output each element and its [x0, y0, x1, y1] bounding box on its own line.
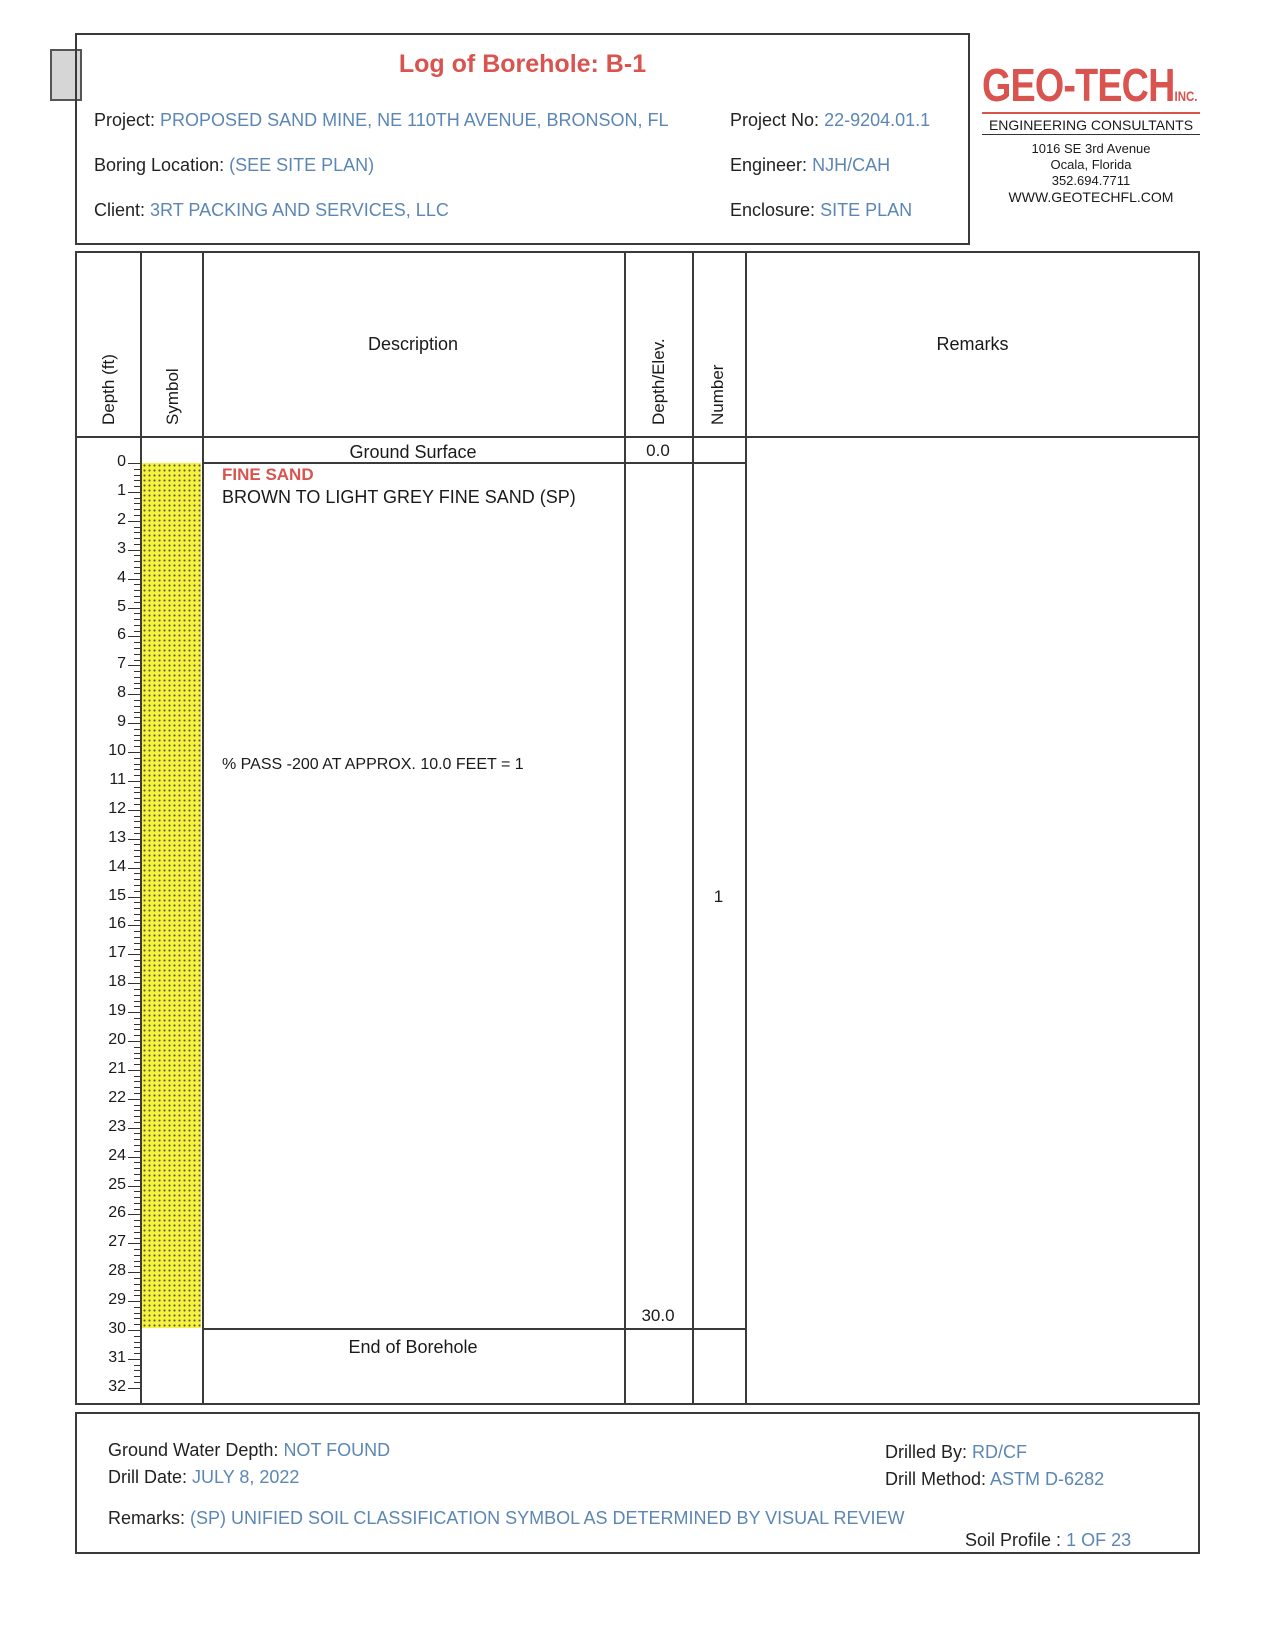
depth-major-tick [128, 897, 140, 898]
depth-minor-tick [134, 1318, 140, 1319]
depth-major-tick [128, 1099, 140, 1100]
depth-label: 14 [108, 857, 126, 875]
depth-minor-tick [134, 683, 140, 684]
depth-minor-tick [134, 937, 140, 938]
depth-minor-tick [134, 671, 140, 672]
depth-minor-tick [134, 1295, 140, 1296]
depth-minor-tick [134, 1203, 140, 1204]
depth-label: 28 [108, 1262, 126, 1280]
depth-major-tick [128, 550, 140, 551]
depth-minor-tick [134, 787, 140, 788]
depth-minor-tick [134, 1064, 140, 1065]
depth-major-tick [128, 1128, 140, 1129]
depth-minor-tick [134, 1266, 140, 1267]
depth-minor-tick [134, 885, 140, 886]
col-header-depth: Depth (ft) [99, 354, 118, 425]
depth-major-tick [128, 1041, 140, 1042]
depth-minor-tick [134, 1081, 140, 1082]
divider-number [745, 251, 747, 1405]
depth-minor-tick [134, 1139, 140, 1140]
depth-major-tick [128, 781, 140, 782]
depth-major-tick [128, 579, 140, 580]
project-field: Project: PROPOSED SAND MINE, NE 110TH AVENUE, BRONSON, FL [94, 110, 669, 130]
depth-minor-tick [134, 480, 140, 481]
depth-minor-tick [134, 740, 140, 741]
depth-minor-tick [134, 1197, 140, 1198]
depth-minor-tick [134, 1290, 140, 1291]
log-table [75, 251, 1200, 1405]
depth-minor-tick [134, 920, 140, 921]
depth-minor-tick [134, 977, 140, 978]
depth-minor-tick [134, 1151, 140, 1152]
sample-number: 1 [713, 887, 724, 906]
depth-major-tick [128, 1243, 140, 1244]
depth-minor-tick [134, 590, 140, 591]
depth-minor-tick [134, 486, 140, 487]
depth-major-tick [128, 810, 140, 811]
depth-minor-tick [134, 1232, 140, 1233]
depth-label: 11 [109, 770, 126, 788]
depth-label: 24 [108, 1146, 126, 1164]
depth-major-tick [128, 925, 140, 926]
depth-major-tick [128, 1186, 140, 1187]
depth-major-tick [128, 492, 140, 493]
depth-minor-tick [134, 1001, 140, 1002]
depth-label: 30 [108, 1320, 126, 1337]
depth-minor-tick [134, 1105, 140, 1106]
depth-label: 19 [108, 1002, 126, 1020]
depth-minor-tick [134, 989, 140, 990]
depth-minor-tick [134, 1313, 140, 1314]
company-phone: 352.694.7711 [1051, 173, 1131, 188]
end-borehole-line [202, 1328, 745, 1330]
engineer-field: Engineer: NJH/CAH [730, 155, 891, 175]
depth-minor-tick [134, 1029, 140, 1030]
depth-minor-tick [134, 660, 140, 661]
logo-underline [982, 112, 1200, 114]
depth-minor-tick [134, 758, 140, 759]
depth-minor-tick [134, 729, 140, 730]
depth-minor-tick [134, 1133, 140, 1134]
col-header-depth-elev: Depth/Elev. [649, 338, 668, 425]
depth-minor-tick [134, 498, 140, 499]
depth-minor-tick [134, 613, 140, 614]
depth-minor-tick [134, 654, 140, 655]
depth-minor-tick [134, 1076, 140, 1077]
depth-minor-tick [134, 1307, 140, 1308]
depth-minor-tick [134, 1168, 140, 1169]
depth-minor-tick [134, 1018, 140, 1019]
depth-major-tick [128, 1359, 140, 1360]
depth-label: 32 [108, 1377, 126, 1395]
depth-minor-tick [134, 1347, 140, 1348]
company-address-2: Ocala, Florida [1050, 157, 1132, 172]
drill-method-field: Drill Method: ASTM D-6282 [885, 1469, 1105, 1489]
depth-minor-tick [134, 995, 140, 996]
depth-minor-tick [134, 596, 140, 597]
company-website: WWW.GEOTECHFL.COM [1008, 189, 1174, 205]
depth-minor-tick [134, 1174, 140, 1175]
depth-major-tick [128, 608, 140, 609]
depth-minor-tick [134, 555, 140, 556]
layer-description: BROWN TO LIGHT GREY FINE SAND (SP) [222, 487, 576, 507]
depth-minor-tick [134, 1047, 140, 1048]
depth-major-tick [128, 954, 140, 955]
depth-major-tick [128, 1301, 140, 1302]
depth-minor-tick [134, 862, 140, 863]
depth-minor-tick [134, 879, 140, 880]
depth-minor-tick [134, 949, 140, 950]
project-no-field: Project No: 22-9204.01.1 [730, 110, 931, 130]
depth-minor-tick [134, 648, 140, 649]
depth-minor-tick [134, 1162, 140, 1163]
depth-minor-tick [134, 1122, 140, 1123]
depth-minor-tick [134, 1191, 140, 1192]
depth-minor-tick [134, 1249, 140, 1250]
depth-label: 9 [117, 713, 126, 731]
col-header-description: Description [367, 334, 459, 354]
depth-minor-tick [134, 804, 140, 805]
depth-minor-tick [134, 1226, 140, 1227]
depth-label: 25 [108, 1175, 126, 1193]
depth-major-tick [128, 694, 140, 695]
depth-minor-tick [134, 1382, 140, 1383]
depth-minor-tick [134, 931, 140, 932]
depth-minor-tick [134, 1284, 140, 1285]
client-field: Client: 3RT PACKING AND SERVICES, LLC [94, 200, 449, 220]
depth-minor-tick [134, 567, 140, 568]
depth-minor-tick [134, 1145, 140, 1146]
depth-major-tick [128, 1388, 140, 1389]
header-row-divider [75, 436, 1200, 438]
depth-minor-tick [134, 1261, 140, 1262]
depth-minor-tick [134, 1220, 140, 1221]
depth-label: 4 [117, 568, 126, 586]
soil-profile-field: Soil Profile : 1 OF 23 [965, 1530, 1132, 1550]
soil-symbol-fine-sand [142, 463, 201, 1328]
depth-label: 20 [108, 1031, 126, 1048]
drilled-by-field: Drilled By: RD/CF [885, 1442, 1028, 1462]
depth-minor-tick [134, 775, 140, 776]
depth-major-tick [128, 521, 140, 522]
depth-minor-tick [134, 700, 140, 701]
depth-major-tick [128, 839, 140, 840]
depth-minor-tick [134, 561, 140, 562]
depth-minor-tick [134, 746, 140, 747]
depth-minor-tick [134, 1365, 140, 1366]
depth-minor-tick [134, 469, 140, 470]
depth-minor-tick [134, 631, 140, 632]
depth-label: 27 [108, 1233, 126, 1251]
bottom-depth: 30.0 [641, 1306, 675, 1325]
depth-major-tick [128, 1330, 140, 1331]
depth-minor-tick [134, 914, 140, 915]
depth-minor-tick [134, 1006, 140, 1007]
depth-minor-tick [134, 527, 140, 528]
ground-surface-depth: 0.0 [646, 441, 670, 460]
depth-major-tick [128, 752, 140, 753]
col-header-symbol: Symbol [163, 368, 182, 425]
depth-minor-tick [134, 1238, 140, 1239]
depth-label: 8 [117, 684, 126, 702]
depth-minor-tick [134, 856, 140, 857]
depth-major-tick [128, 723, 140, 724]
depth-minor-tick [134, 816, 140, 817]
depth-major-tick [128, 1272, 140, 1273]
depth-minor-tick [134, 943, 140, 944]
divider-symbol [202, 251, 204, 1405]
depth-minor-tick [134, 532, 140, 533]
depth-minor-tick [134, 966, 140, 967]
depth-label: 15 [108, 886, 126, 904]
depth-minor-tick [134, 792, 140, 793]
depth-minor-tick [134, 688, 140, 689]
depth-minor-tick [134, 573, 140, 574]
depth-minor-tick [134, 475, 140, 476]
drill-date-field: Drill Date: JULY 8, 2022 [108, 1467, 300, 1487]
depth-minor-tick [134, 515, 140, 516]
col-header-remarks: Remarks [936, 334, 1009, 354]
depth-label: 13 [108, 828, 126, 846]
end-of-borehole-label: End of Borehole [348, 1337, 478, 1357]
depth-major-tick [128, 1214, 140, 1215]
depth-major-tick [128, 1157, 140, 1158]
depth-minor-tick [134, 1324, 140, 1325]
depth-minor-tick [134, 735, 140, 736]
depth-label: 16 [108, 915, 126, 933]
depth-major-tick [128, 983, 140, 984]
depth-label: 17 [108, 944, 126, 962]
depth-minor-tick [134, 1180, 140, 1181]
depth-minor-tick [134, 509, 140, 510]
depth-label: 21 [108, 1059, 126, 1077]
depth-major-tick [128, 868, 140, 869]
depth-minor-tick [134, 1093, 140, 1094]
depth-minor-tick [134, 717, 140, 718]
depth-minor-tick [134, 908, 140, 909]
depth-minor-tick [134, 625, 140, 626]
depth-label: 7 [117, 655, 126, 673]
depth-label: 26 [108, 1204, 126, 1222]
depth-minor-tick [134, 1053, 140, 1054]
depth-minor-tick [134, 1110, 140, 1111]
depth-minor-tick [134, 821, 140, 822]
depth-label: 18 [108, 973, 126, 991]
depth-minor-tick [134, 1353, 140, 1354]
depth-label: 12 [108, 799, 126, 817]
depth-label: 6 [117, 626, 126, 644]
depth-minor-tick [134, 850, 140, 851]
depth-minor-tick [134, 827, 140, 828]
depth-label: 22 [108, 1088, 126, 1106]
company-subtitle: ENGINEERING CONSULTANTS [982, 117, 1200, 135]
depth-minor-tick [134, 972, 140, 973]
col-header-number: Number [708, 364, 727, 425]
depth-label: 2 [117, 510, 126, 528]
depth-major-tick [128, 1070, 140, 1071]
depth-minor-tick [134, 1370, 140, 1371]
depth-minor-tick [134, 1116, 140, 1117]
depth-minor-tick [134, 873, 140, 874]
depth-minor-tick [134, 544, 140, 545]
depth-minor-tick [134, 891, 140, 892]
depth-minor-tick [134, 960, 140, 961]
divider-description [624, 251, 626, 1405]
depth-minor-tick [134, 764, 140, 765]
depth-minor-tick [134, 844, 140, 845]
pass-note: % PASS -200 AT APPROX. 10.0 FEET = 1 [222, 756, 524, 773]
depth-label: 3 [117, 539, 126, 557]
depth-major-tick [128, 665, 140, 666]
depth-minor-tick [134, 1209, 140, 1210]
depth-label: 1 [117, 481, 126, 499]
depth-minor-tick [134, 538, 140, 539]
depth-minor-tick [134, 677, 140, 678]
depth-minor-tick [134, 798, 140, 799]
depth-label: 23 [108, 1117, 126, 1135]
depth-minor-tick [134, 1278, 140, 1279]
depth-minor-tick [134, 769, 140, 770]
enclosure-field: Enclosure: SITE PLAN [730, 200, 913, 220]
company-logo: GEO-TECHINC. [982, 59, 1198, 111]
depth-major-tick [128, 463, 140, 464]
depth-major-tick [128, 636, 140, 637]
company-address-1: 1016 SE 3rd Avenue [1031, 141, 1151, 156]
depth-minor-tick [134, 1035, 140, 1036]
depth-minor-tick [134, 712, 140, 713]
depth-minor-tick [134, 1342, 140, 1343]
ground-water-field: Ground Water Depth: NOT FOUND [108, 1440, 391, 1460]
depth-label: 5 [117, 597, 126, 615]
depth-minor-tick [134, 503, 140, 504]
depth-minor-tick [134, 1058, 140, 1059]
depth-minor-tick [134, 1087, 140, 1088]
depth-minor-tick [134, 1255, 140, 1256]
layer-name: FINE SAND [222, 465, 314, 484]
remarks-field: Remarks: (SP) UNIFIED SOIL CLASSIFICATION SYMBOL AS DETERMINED BY VISUAL REVIEW [108, 1508, 905, 1528]
depth-minor-tick [134, 642, 140, 643]
depth-minor-tick [134, 1376, 140, 1377]
depth-minor-tick [134, 1024, 140, 1025]
depth-label: 10 [108, 742, 126, 759]
depth-minor-tick [134, 619, 140, 620]
depth-label: 0 [117, 453, 126, 470]
depth-minor-tick [134, 706, 140, 707]
depth-minor-tick [134, 833, 140, 834]
depth-minor-tick [134, 584, 140, 585]
depth-minor-tick [134, 1336, 140, 1337]
depth-major-tick [128, 1012, 140, 1013]
depth-label: 31 [108, 1348, 126, 1366]
depth-minor-tick [134, 902, 140, 903]
depth-minor-tick [134, 602, 140, 603]
depth-label: 29 [108, 1291, 126, 1309]
page-title: Log of Borehole: B-1 [398, 50, 647, 78]
boring-location-field: Boring Location: (SEE SITE PLAN) [94, 155, 375, 175]
ground-surface-label: Ground Surface [349, 442, 477, 462]
divider-depth-elev [692, 251, 694, 1405]
